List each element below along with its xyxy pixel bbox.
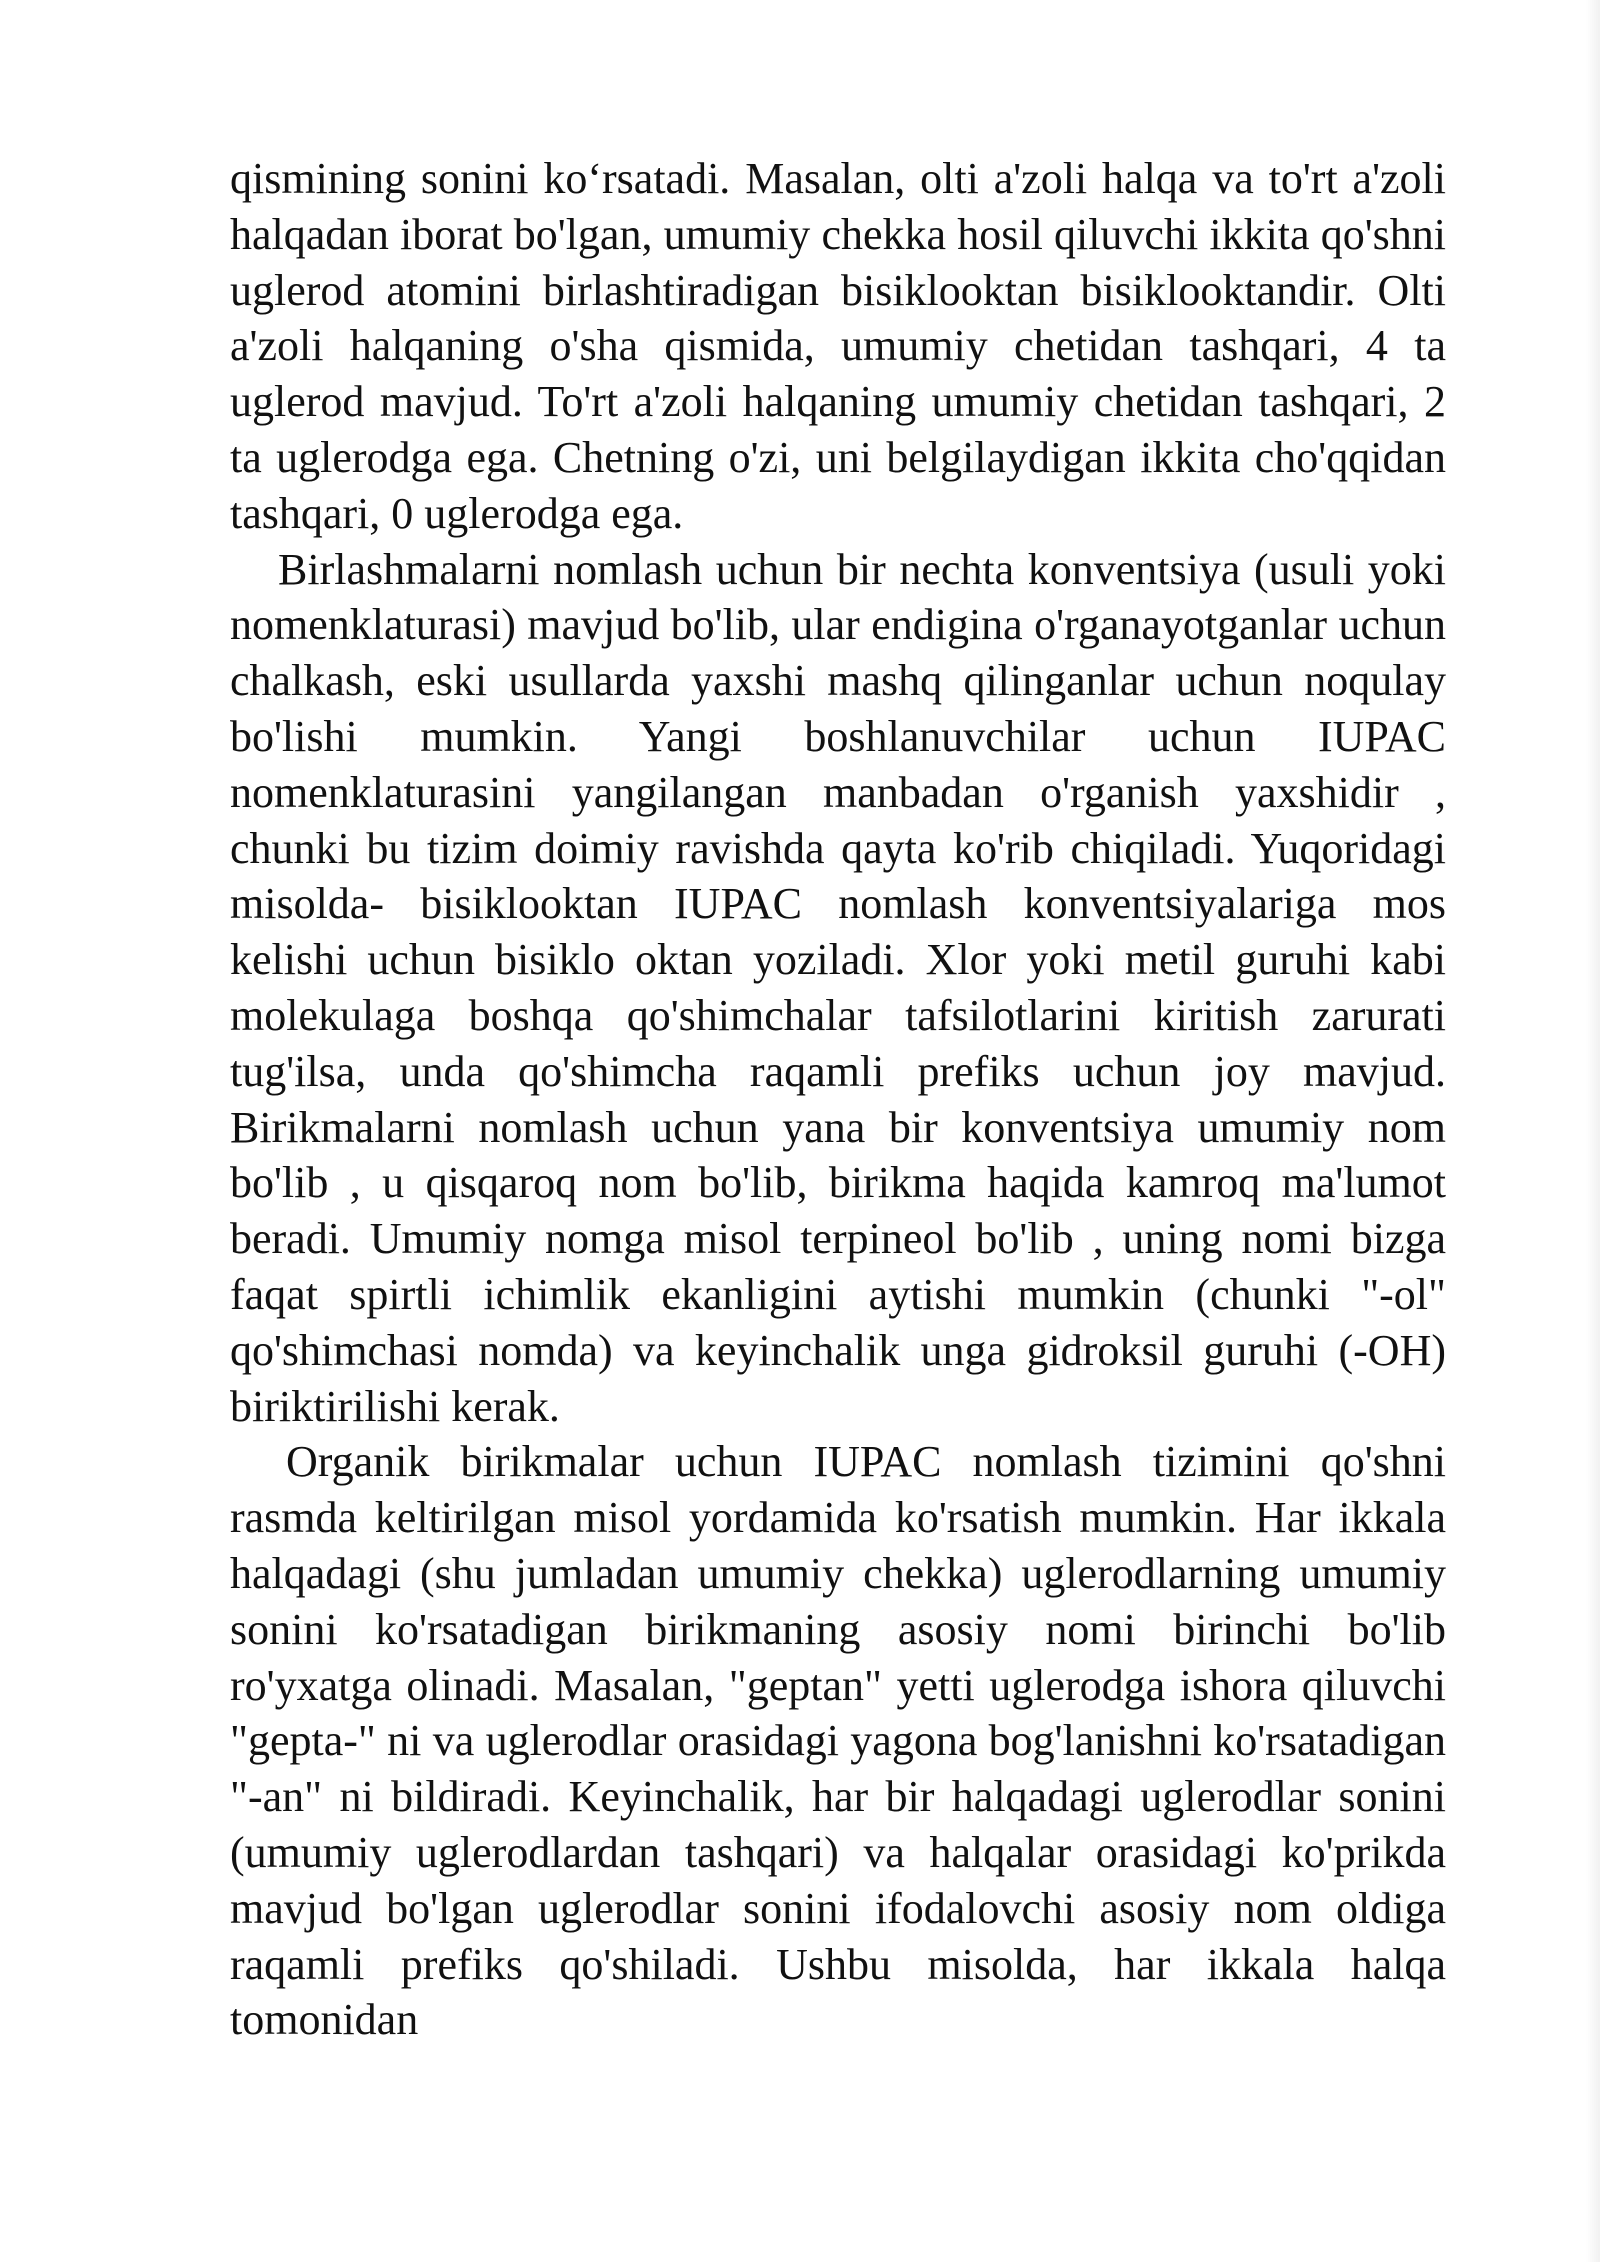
paragraph-iupac-naming: Organik birikmalar uchun IUPAC nomlash tizimini qo'shni rasmda keltirilgan misol yordamida ko'rsatish mumkin. Har ikkala halqadagi (shu jumladan umumiy chekka) uglerodlarning umumiy sonini ko'rsatadigan birikmaning asosiy nomi birinchi bo'lib ro'yxatga olinadi. Masalan, "geptan" yetti uglerodga ishora qiluvchi "gepta-" ni va uglerodlar orasidagi yagona bog'lanishni ko'rsatadigan "-an" ni bildiradi. Keyinchalik, har bir halqadagi uglerodlar sonini (umumiy uglerodlardan tashqari) va halqalar orasidagi ko'prikda mavjud bo'lgan uglerodlar sonini ifodalovchi asosiy nom oldiga raqamli prefiks qo'shiladi. Ushbu misolda, har ikkala halqa tomonidan — [230, 1437, 1446, 2045]
page-edge-shadow — [1586, 0, 1600, 2262]
body-text — [230, 151, 1446, 2048]
paragraph-naming-conventions: Birlashmalarni nomlash uchun bir nechta konventsiya (usuli yoki nomenklaturasi) mavjud bo'lib, ular endigina o'rganayotganlar uchun chalkash, eski usullarda yaxshi mashq qilinganlar uchun noqulay bo'lishi mumkin. Yangi boshlanuvchilar uchun IUPAC nomenklaturasini yangilangan manbadan o'rganish yaxshidir , chunki bu tizim doimiy ravishda qayta ko'rib chiqiladi. Yuqoridagi misolda- bisiklooktan IUPAC nomlash konventsiyalariga mos kelishi uchun bisiklo oktan yoziladi. Xlor yoki metil guruhi kabi molekulaga boshqa qo'shimchalar tafsilotlarini kiritish zarurati tug'ilsa, unda qo'shimcha raqamli prefiks uchun joy mavjud. Birikmalarni nomlash uchun yana bir konventsiya umumiy nom bo'lib , u qisqaroq nom bo'lib, birikma haqida kamroq ma'lumot beradi. Umumiy nomga misol terpineol bo'lib , uning nomi bizga faqat spirtli ichimlik ekanligini aytishi mumkin (chunki "-ol" qo'shimchasi nomda) va keyinchalik unga gidroksil guruhi (-OH) biriktirilishi kerak. — [230, 544, 1446, 1431]
paragraph-continued: qismining sonini ko‘rsatadi. Masalan, olti a'zoli halqa va to'rt a'zoli halqadan iborat bo'lgan, umumiy chekka hosil qiluvchi ikkita qo'shni uglerod atomini birlashtiradigan bisiklooktan bisiklooktandir. Olti a'zoli halqaning o'sha qismida, umumiy chetidan tashqari, 4 ta uglerod mavjud. To'rt a'zoli halqaning umumiy chetidan tashqari, 2 ta uglerodga ega. Chetning o'zi, uni belgilaydigan ikkita cho'qqidan tashqari, 0 uglerodga ega. — [230, 154, 1446, 538]
